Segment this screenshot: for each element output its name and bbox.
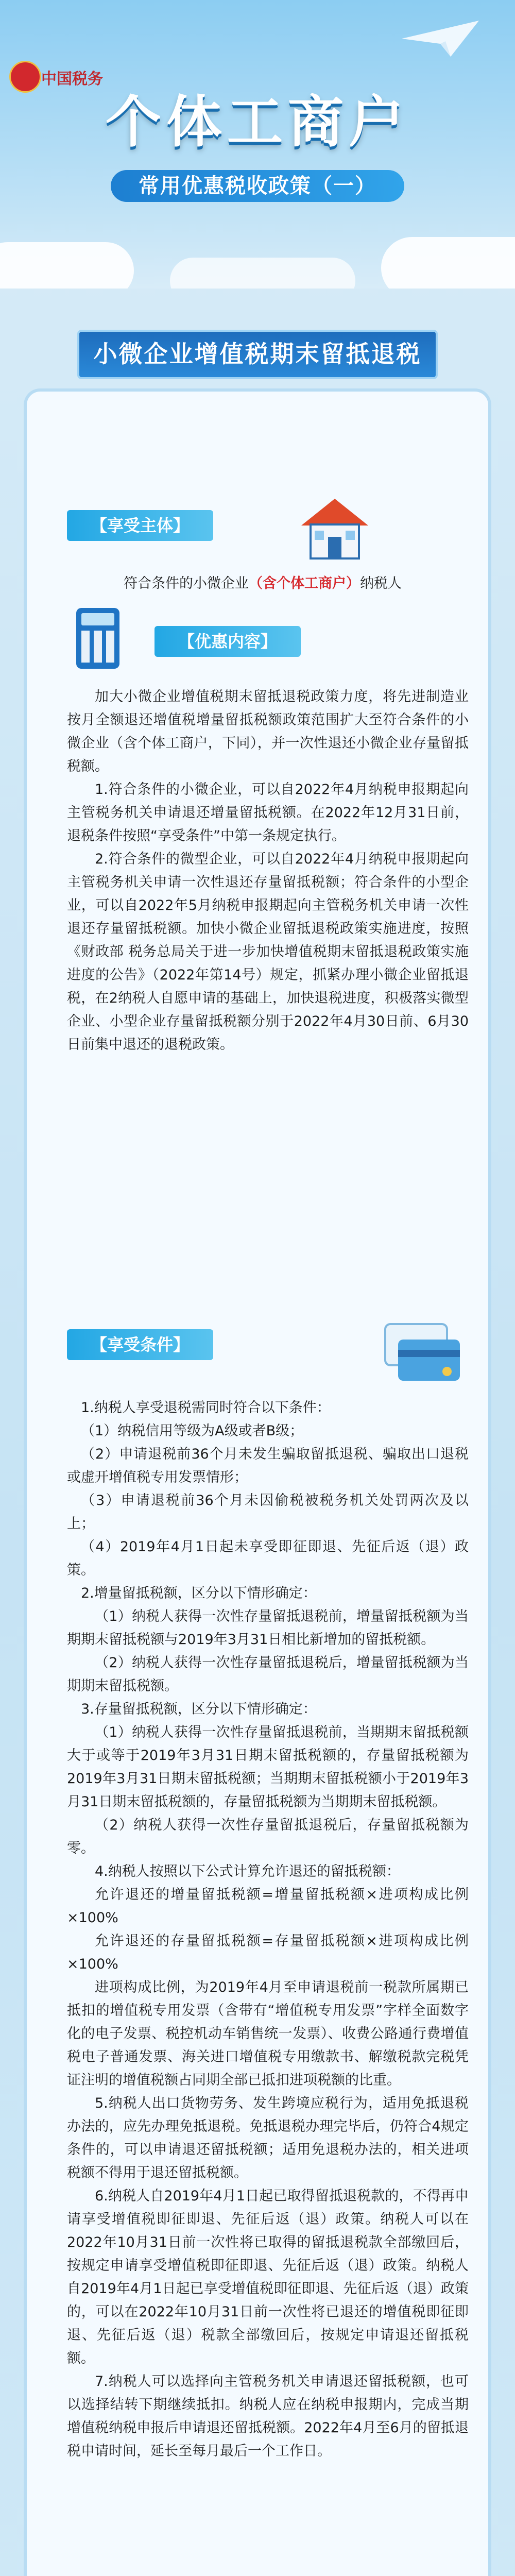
subject-text-before: 符合条件的小微企业 [124, 575, 249, 591]
content-tag: 【优惠内容】 [154, 626, 301, 657]
cloud-decoration [0, 242, 134, 289]
content-text [67, 685, 469, 1056]
wallet-card-icon [375, 1309, 462, 1386]
house-icon [296, 495, 373, 562]
logo-text: 中国税务 [41, 70, 103, 88]
subject-text-after: 纳税人 [360, 575, 402, 591]
content-paragraph: 2.符合条件的微型企业，可以自2022年4月纳税申报期起向主管税务机关申请一次性退还存量留抵税额；符合条件的小型企业，可以自2022年5月纳税申报期起向主管税务机关申请一次性退还存量留抵税额。加快小微企业留抵退税政策实施进度，按照《财政部 税务总局关于进一步加快增值税期末留抵退税政策实施进度的公告》（2022年第14号）规定，抓紧办理小微企业留抵退税，在2纳税人自愿申请的基础上，加快退税进度，积极落实微型企业、小型企业存量留抵税额分别于2022年4月30日前、6月30日前集中退还的退税政策。 [67, 851, 469, 1053]
condition-paragraph: （1）纳税人获得一次性存量留抵退税前，当期期末留抵税额大于或等于2019年3月31日期末留抵税额的，存量留抵税额为2019年3月31日期末留抵税额；当期期末留抵税额小于2019年3月31日期末留抵税额的，存量留抵税额为当期期末留抵税额。 [67, 1724, 469, 1810]
header-banner [0, 0, 515, 289]
condition-paragraph: （2）纳税人获得一次性存量留抵退税后，存量留抵税额为零。 [67, 1817, 469, 1856]
section-title: 小微企业增值税期末留抵退税 [77, 330, 438, 379]
condition-paragraph: 1.纳税人享受退税需同时符合以下条件： [81, 1400, 331, 1416]
conditions-tag: 【享受条件】 [67, 1329, 213, 1360]
condition-paragraph: 2.增量留抵税额，区分以下情形确定： [81, 1585, 317, 1601]
condition-paragraph: （1）纳税人获得一次性存量留抵退税前，增量留抵税额为当期期末留抵税额与2019年3月31日相比新增加的留抵税额。 [67, 1608, 469, 1648]
condition-paragraph: 允许退还的增量留抵税额=增量留抵税额×进项构成比例×100% [67, 1887, 469, 1926]
condition-paragraph: 进项构成比例，为2019年4月至申请退税前一税款所属期已抵扣的增值税专用发票（含带有“增值税专用发票”字样全面数字化的电子发票、税控机动车销售统一发票）、收费公路通行费增值税电子普通发票、海关进口增值税专用缴款书、解缴税款完税凭证注明的增值税额占同期全部已抵扣进项税额的比重。 [67, 1979, 469, 2088]
cloud-decoration [170, 258, 355, 289]
condition-paragraph: 3.存量留抵税额，区分以下情形确定： [81, 1701, 317, 1717]
condition-paragraph: （1）纳税信用等级为A级或者B级； [81, 1423, 304, 1439]
page-title: 个体工商户 [105, 90, 409, 155]
condition-paragraph: 4.纳税人按照以下公式计算允许退还的留抵税额： [95, 1863, 400, 1879]
condition-paragraph: （2）申请退税前36个月未发生骗取留抵退税、骗取出口退税或虚开增值税专用发票情形； [67, 1446, 469, 1485]
content-paragraph: 1.符合条件的小微企业，可以自2022年4月纳税申报期起向主管税务机关申请退还增量留抵税额。在2022年12月31日前，退税条件按照“享受条件”中第一条规定执行。 [67, 782, 469, 844]
subject-highlight: （含个体工商户） [249, 575, 360, 591]
condition-paragraph: （4）2019年4月1日起未享受即征即退、先征后返（退）政策。 [67, 1539, 469, 1578]
subject-tag: 【享受主体】 [67, 510, 213, 541]
condition-paragraph: 允许退还的存量留抵税额=存量留抵税额×进项构成比例×100% [67, 1933, 469, 1972]
condition-paragraph: 6.纳税人自2019年4月1日起已取得留抵退税款的，不得再申请享受增值税即征即退、先征后返（退）政策。纳税人可以在2022年10月31日前一次性将已取得的留抵退税款全部缴回后，按规定申请享受增值税即征即退、先征后返（退）政策。纳税人自2019年4月1日起已享受增值税即征即退、先征后返（退）政策的，可以在2022年10月31日前一次性将已退还的增值税即征即退、先征后返（退）税款全部缴回后，按规定申请退还留抵税额。 [67, 2188, 469, 2366]
condition-paragraph: 7.纳税人可以选择向主管税务机关申请退还留抵税额，也可以选择结转下期继续抵扣。纳税人应在纳税申报期内，完成当期增值税纳税申报后申请退还留抵税额。2022年4月至6月的留抵退税申请时间，延长至每月最后一个工作日。 [67, 2374, 469, 2459]
paper-plane-icon [402, 21, 479, 57]
condition-paragraph: （3）申请退税前36个月未因偷税被税务机关处罚两次及以上； [67, 1493, 469, 1532]
subject-text [67, 572, 469, 595]
condition-paragraph: （2）纳税人获得一次性存量留抵退税后，增量留抵税额为当期期末留抵税额。 [67, 1655, 469, 1694]
calculator-icon [76, 608, 119, 669]
page-subtitle: 常用优惠税收政策（一） [111, 170, 404, 202]
content-paragraph: 加大小微企业增值税期末留抵退税政策力度，将先进制造业按月全额退还增值税增量留抵税额政策范围扩大至符合条件的小微企业（含个体工商户，下同），并一次性退还小微企业存量留抵税额。 [67, 689, 469, 774]
conditions-text [67, 1396, 469, 2463]
condition-paragraph: 5.纳税人出口货物劳务、发生跨境应税行为，适用免抵退税办法的，应先办理免抵退税。免抵退税办理完毕后，仍符合4规定条件的，可以申请退还留抵税额；适用免退税办法的，相关进项税额不得用于退还留抵税额。 [67, 2095, 469, 2181]
cloud-decoration [381, 237, 515, 289]
